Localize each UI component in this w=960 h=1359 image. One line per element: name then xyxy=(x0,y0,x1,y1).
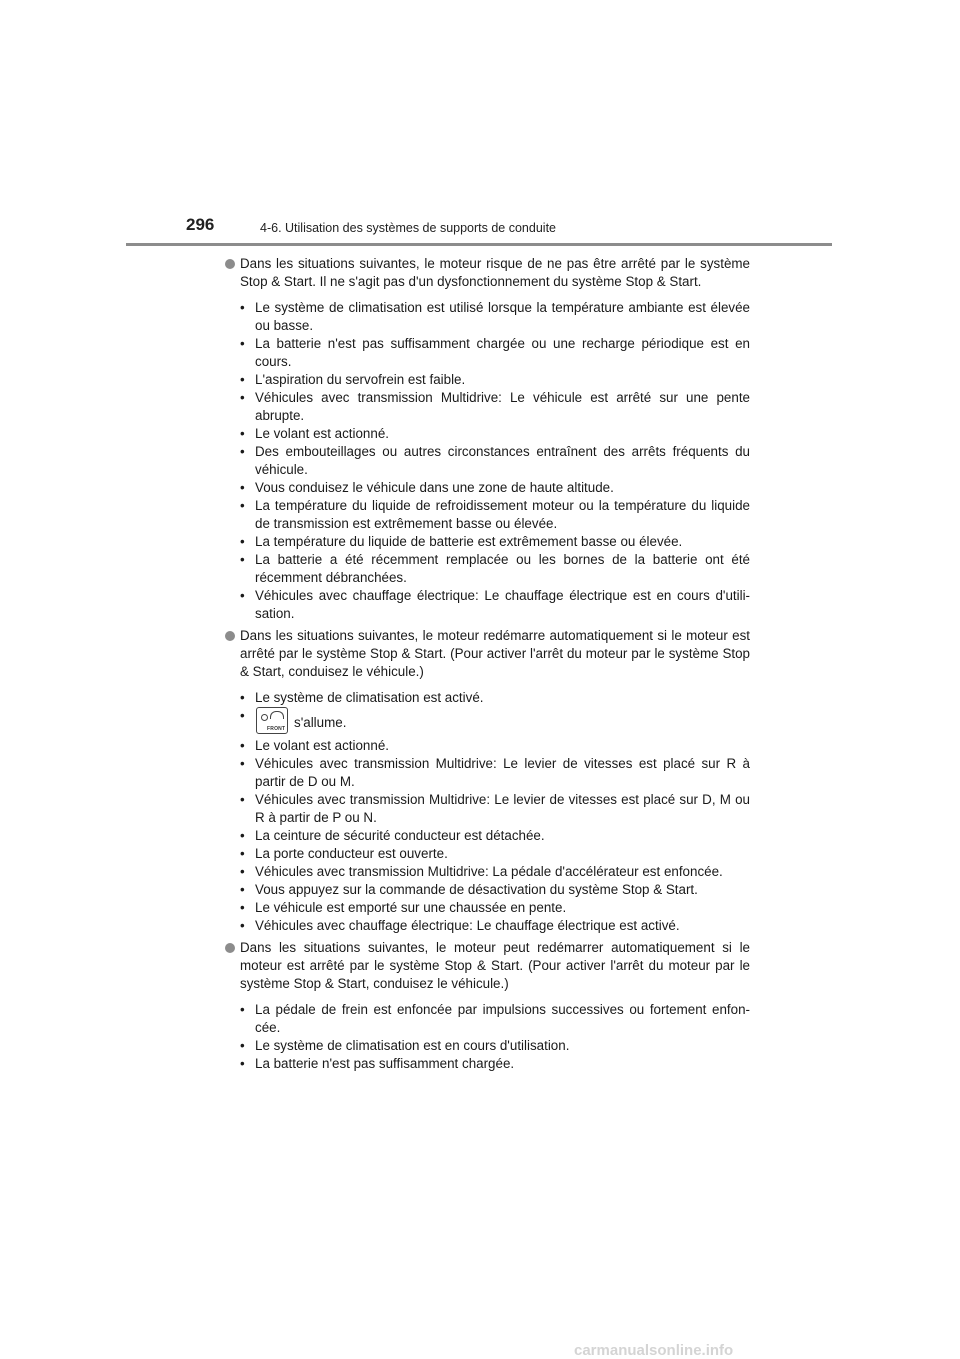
list-item-text: Véhicules avec transmission Multidrive: La pédale d'accélérateur est enfoncée. xyxy=(255,864,723,879)
list-item xyxy=(224,371,750,389)
list-item xyxy=(224,791,750,827)
bullet-icon: • xyxy=(240,882,245,897)
list-item-text: Vous conduisez le véhicule dans une zone de haute altitude. xyxy=(255,480,614,495)
list-item-text: La pédale de frein est enfoncée par impulsions successives ou fortement enfon-cée. xyxy=(255,1002,750,1035)
bullet-icon: • xyxy=(240,1056,245,1071)
list-item xyxy=(224,917,750,935)
list-item-text: Le système de climatisation est utilisé lorsque la température ambiante est élevée ou basse. xyxy=(255,300,750,333)
header-rule xyxy=(126,243,832,246)
bullet-icon: • xyxy=(240,372,245,387)
condition-list xyxy=(224,689,750,935)
list-item-text: Le système de climatisation est en cours d'utilisation. xyxy=(255,1038,570,1053)
list-item xyxy=(224,425,750,443)
bullet-dot-icon xyxy=(225,943,235,953)
bullet-icon: • xyxy=(240,390,245,405)
section-intro xyxy=(224,627,750,681)
bullet-icon: • xyxy=(240,792,245,807)
list-item xyxy=(224,1037,750,1055)
list-item-text: La batterie a été récemment remplacée ou les bornes de la batterie ont été récemment débranchées. xyxy=(255,552,750,585)
bullet-dot-icon xyxy=(225,259,235,269)
front-defroster-icon xyxy=(256,707,288,734)
section-intro xyxy=(224,255,750,291)
list-item-text: La batterie n'est pas suffisamment chargée ou une recharge périodique est en cours. xyxy=(255,336,750,369)
list-item-text: Véhicules avec transmission Multidrive: Le véhicule est arrêté sur une pente abrupte. xyxy=(255,390,750,423)
page-number: 296 xyxy=(186,215,215,234)
section-intro-text: Dans les situations suivantes, le moteur redémarre automatiquement si le moteur est arrêté par le système Stop & Start. (Pour activer l'arrêt du moteur par le système Stop & Start, conduisez le véhicule.) xyxy=(240,628,750,679)
list-item-text: Le système de climatisation est activé. xyxy=(255,690,484,705)
bullet-icon: • xyxy=(240,1002,245,1017)
bullet-icon: • xyxy=(240,918,245,933)
list-item xyxy=(224,389,750,425)
list-item xyxy=(224,551,750,587)
list-item-text: Des embouteillages ou autres circonstances entraînent des arrêts fréquents du véhicule. xyxy=(255,444,750,477)
section-intro-text: Dans les situations suivantes, le moteur peut redémarrer automatiquement si le moteur est arrêté par le système Stop & Start. (Pour activer l'arrêt du moteur par le système Stop & Start, conduisez le véhicule.) xyxy=(240,940,750,991)
list-item xyxy=(224,827,750,845)
bullet-icon: • xyxy=(240,900,245,915)
list-item-text: L'aspiration du servofrein est faible. xyxy=(255,372,466,387)
list-item xyxy=(224,881,750,899)
list-item-text: La ceinture de sécurité conducteur est détachée. xyxy=(255,828,545,843)
section-engine-not-stopped xyxy=(224,255,750,623)
list-item-text: Véhicules avec chauffage électrique: Le chauffage électrique est activé. xyxy=(255,918,680,933)
bullet-icon: • xyxy=(240,1038,245,1053)
list-item xyxy=(224,443,750,479)
list-item-text: s'allume. xyxy=(294,715,347,730)
list-item-text: Véhicules avec transmission Multidrive: Le levier de vitesses est placé sur R à partir de D ou M. xyxy=(255,756,750,789)
list-item-text: La température du liquide de batterie est extrêmement basse ou élevée. xyxy=(255,534,683,549)
list-item xyxy=(224,335,750,371)
section-intro-text: Dans les situations suivantes, le moteur risque de ne pas être arrêté par le système Stop & Start. Il ne s'agit pas d'un dysfonctionnement du système Stop & Start. xyxy=(240,256,750,289)
section-title: 4-6. Utilisation des systèmes de supports de conduite xyxy=(260,221,556,235)
list-item-defroster xyxy=(224,707,750,737)
list-item xyxy=(224,587,750,623)
bullet-icon: • xyxy=(240,828,245,843)
list-item-text: Le volant est actionné. xyxy=(255,426,389,441)
condition-list xyxy=(224,299,750,623)
section-intro xyxy=(224,939,750,993)
bullet-icon: • xyxy=(240,444,245,459)
bullet-icon: • xyxy=(240,708,245,723)
list-item xyxy=(224,863,750,881)
list-item xyxy=(224,497,750,533)
list-item-text: Vous appuyez sur la commande de désactivation du système Stop & Start. xyxy=(255,882,698,897)
list-item xyxy=(224,845,750,863)
list-item xyxy=(224,755,750,791)
list-item-text: Le volant est actionné. xyxy=(255,738,389,753)
list-item-text: La batterie n'est pas suffisamment chargée. xyxy=(255,1056,515,1071)
list-item xyxy=(224,299,750,335)
bullet-icon: • xyxy=(240,846,245,861)
list-item-text: Véhicules avec transmission Multidrive: Le levier de vitesses est placé sur D, M ou R à partir de P ou N. xyxy=(255,792,750,825)
bullet-icon: • xyxy=(240,426,245,441)
list-item-text: Le véhicule est emporté sur une chaussée en pente. xyxy=(255,900,567,915)
icon-label: FRONT xyxy=(267,726,286,732)
list-item xyxy=(224,899,750,917)
list-item-text: Véhicules avec chauffage électrique: Le chauffage électrique est en cours d'utili-sation. xyxy=(255,588,750,621)
bullet-dot-icon xyxy=(225,631,235,641)
bullet-icon: • xyxy=(240,480,245,495)
list-item xyxy=(224,737,750,755)
list-item xyxy=(224,1055,750,1073)
list-item xyxy=(224,479,750,497)
bullet-icon: • xyxy=(240,756,245,771)
list-item xyxy=(224,1001,750,1037)
list-item xyxy=(224,533,750,551)
section-auto-restart xyxy=(224,627,750,935)
bullet-icon: • xyxy=(240,864,245,879)
list-item-text: La température du liquide de refroidissement moteur ou la température du liquide de transmission est extrêmement basse ou élevée. xyxy=(255,498,750,531)
bullet-icon: • xyxy=(240,552,245,567)
bullet-icon: • xyxy=(240,588,245,603)
condition-list xyxy=(224,1001,750,1073)
list-item xyxy=(224,689,750,707)
bullet-icon: • xyxy=(240,690,245,705)
watermark: carmanualsonline.info xyxy=(574,1342,734,1359)
bullet-icon: • xyxy=(240,738,245,753)
bullet-icon: • xyxy=(240,336,245,351)
page-content xyxy=(224,255,750,1077)
bullet-icon: • xyxy=(240,534,245,549)
windshield-icon xyxy=(270,711,284,719)
list-item-text: La porte conducteur est ouverte. xyxy=(255,846,448,861)
section-may-restart xyxy=(224,939,750,1073)
bullet-icon: • xyxy=(240,498,245,513)
bullet-icon: • xyxy=(240,300,245,315)
